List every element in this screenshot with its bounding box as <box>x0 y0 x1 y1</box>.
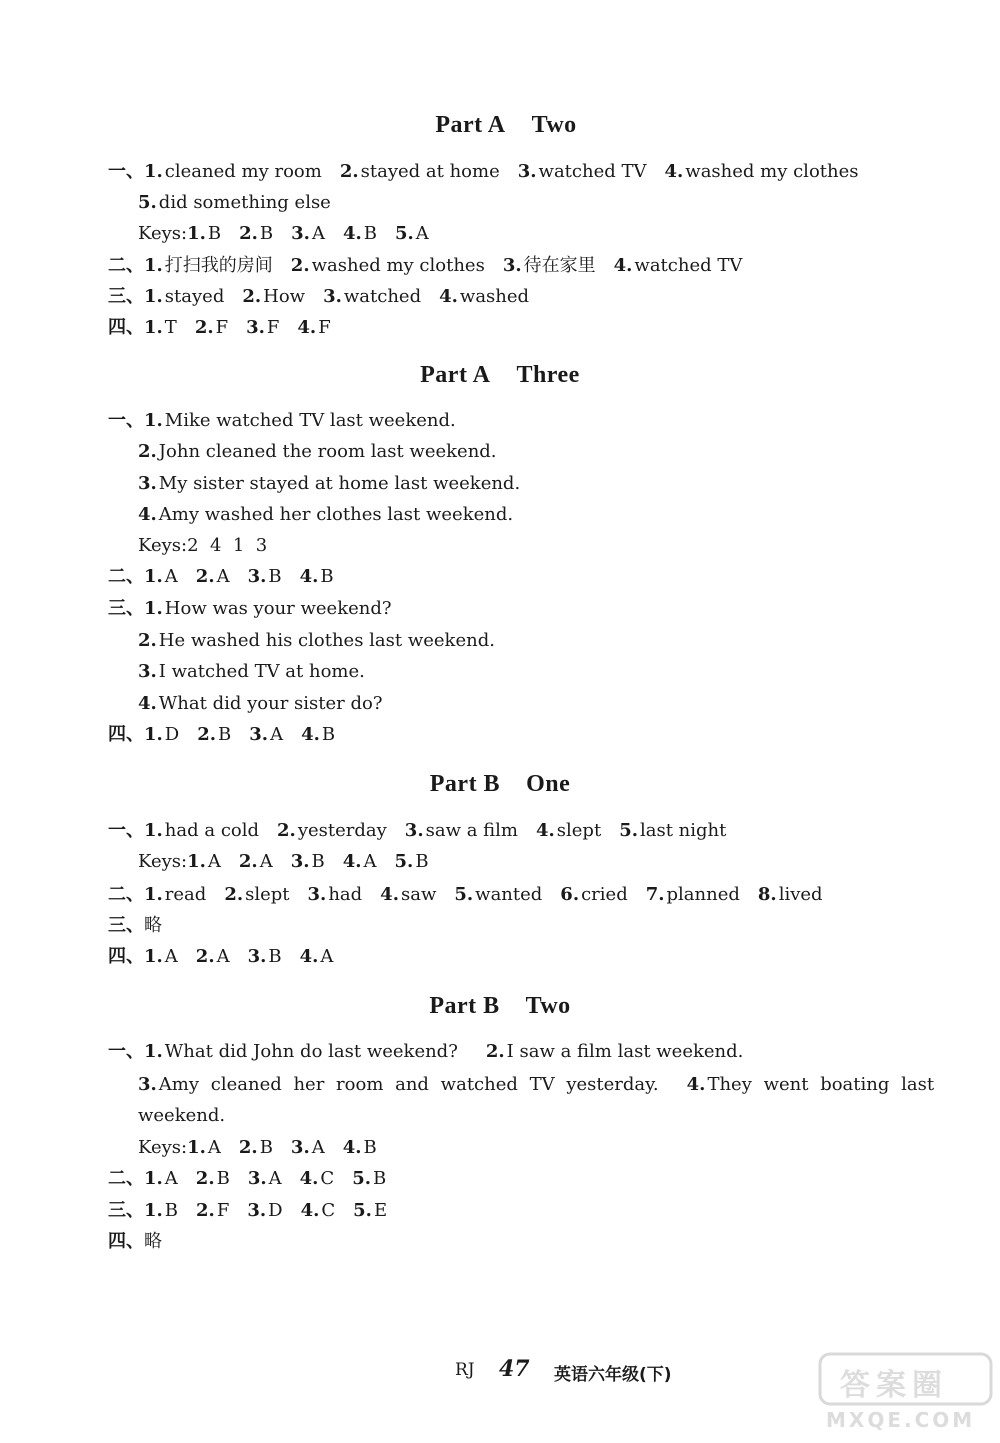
answer-text: C <box>320 1168 335 1189</box>
item-number: 3. <box>290 851 310 872</box>
line-lead-text: Keys: <box>138 851 188 872</box>
answer-text: had <box>328 884 363 905</box>
item-number: 1. <box>144 598 163 619</box>
section-part: Part A <box>420 362 491 388</box>
question-group-number: 一、 <box>108 161 144 182</box>
answer-text: A <box>259 851 273 872</box>
answer-text: My sister stayed at home last weekend. <box>158 473 521 494</box>
answer-line <box>138 695 382 713</box>
item-number: 4. <box>299 1168 319 1189</box>
item-number: 2. <box>197 724 217 745</box>
section-subtitle: Three <box>516 362 580 388</box>
answer-line <box>138 537 267 555</box>
item-number: 1. <box>187 851 206 872</box>
answer-text: B <box>311 851 325 872</box>
answer-text: A <box>270 724 284 745</box>
answer-line <box>108 917 162 935</box>
answer-line <box>138 443 497 461</box>
answer-line <box>108 1170 386 1188</box>
item-number: 3. <box>247 1168 267 1189</box>
answer-text: A <box>320 946 334 967</box>
answer-text: A <box>207 1137 221 1158</box>
answer-text: A <box>268 1168 282 1189</box>
line-lead-text: Keys: <box>138 1137 188 1158</box>
answer-line <box>108 600 392 618</box>
watermark-top-text: 答案圈 <box>840 1368 948 1403</box>
answer-text: A <box>415 223 429 244</box>
answer-text: washed my clothes <box>685 161 859 182</box>
item-number: 2. <box>239 223 258 244</box>
section-part: Part B <box>429 993 500 1019</box>
item-number: 3. <box>404 820 424 841</box>
answer-line <box>138 475 520 493</box>
item-number: 1. <box>144 946 163 967</box>
answer-line <box>108 948 333 966</box>
answer-text: Amy cleaned her room and watched TV yesterday. <box>158 1074 659 1095</box>
question-group-number: 一、 <box>108 410 144 431</box>
answer-text: B <box>164 1200 179 1221</box>
answer-text: C <box>321 1200 336 1221</box>
answer-text: 打扫我的房间 <box>164 255 273 276</box>
item-number: 1. <box>144 1200 163 1221</box>
item-number: 4. <box>342 1137 362 1158</box>
answer-line <box>138 632 495 650</box>
question-group-number: 四、 <box>108 946 144 967</box>
answer-line <box>138 194 331 212</box>
answer-text: slept <box>245 884 290 905</box>
answer-text: B <box>207 223 222 244</box>
item-number: 4. <box>613 255 633 276</box>
answer-text: slept <box>556 820 602 841</box>
item-number: 4. <box>299 566 319 587</box>
answer-line <box>138 1076 934 1094</box>
answer-text: A <box>164 946 178 967</box>
item-number: 2. <box>242 286 262 307</box>
answer-text: cried <box>581 884 628 905</box>
answer-line <box>108 726 335 744</box>
item-number: 4. <box>138 693 157 714</box>
answer-text: I watched TV at home. <box>158 661 365 682</box>
item-number: 2. <box>195 946 215 967</box>
answer-text: had a cold <box>164 820 260 841</box>
item-number: 4. <box>300 1200 320 1221</box>
item-number: 1. <box>144 724 163 745</box>
answer-text: B <box>259 1137 273 1158</box>
item-number: 1. <box>144 1041 163 1062</box>
answer-text: F <box>216 1200 230 1221</box>
item-number: 4. <box>301 724 320 745</box>
book-title: 英语六年级(下) <box>554 1365 672 1385</box>
answer-line <box>138 225 429 243</box>
answer-text: B <box>320 566 334 587</box>
answer-text: did something else <box>158 192 331 213</box>
answer-text: watched TV <box>634 255 743 276</box>
answer-text: 待在家里 <box>523 255 596 276</box>
question-group-number: 四、 <box>108 724 144 745</box>
section-heading <box>0 112 1000 139</box>
answer-line <box>108 1202 387 1220</box>
question-group-number: 三、 <box>108 286 144 307</box>
question-group-number: 二、 <box>108 566 144 587</box>
answer-text: F <box>318 317 331 338</box>
section-subtitle: One <box>526 771 571 797</box>
answer-text: B <box>321 724 336 745</box>
answer-text: washed my clothes <box>311 255 485 276</box>
answer-text: Amy washed her clothes last weekend. <box>158 504 514 525</box>
answer-text: watched <box>343 286 422 307</box>
line-lead-text: 略 <box>144 1231 162 1252</box>
answer-text: E <box>373 1200 388 1221</box>
answer-text: planned <box>666 884 740 905</box>
answer-text: B <box>218 724 232 745</box>
answer-line <box>108 412 456 430</box>
item-number: 3. <box>291 223 310 244</box>
question-group-number: 一、 <box>108 1041 144 1062</box>
answer-text: A <box>311 223 325 244</box>
answer-text: F <box>266 317 280 338</box>
item-number: 1. <box>144 566 163 587</box>
answer-text: He washed his clothes last weekend. <box>158 630 495 651</box>
item-number: 5. <box>454 884 474 905</box>
item-number: 2. <box>238 851 258 872</box>
item-number: 2. <box>238 1137 258 1158</box>
item-number: 2. <box>195 566 215 587</box>
item-number: 7. <box>645 884 665 905</box>
answer-text: wanted <box>475 884 543 905</box>
answer-text: saw <box>400 884 437 905</box>
item-number: 1. <box>144 410 163 431</box>
answer-text: John cleaned the room last weekend. <box>158 441 497 462</box>
answer-line <box>138 1107 225 1125</box>
answer-text: last night <box>639 820 727 841</box>
section-heading <box>0 993 1000 1020</box>
item-number: 4. <box>299 946 319 967</box>
item-number: 4. <box>342 851 362 872</box>
item-number: 4. <box>342 223 362 244</box>
item-number: 3. <box>502 255 522 276</box>
item-number: 5. <box>394 851 414 872</box>
answer-line <box>108 568 334 586</box>
answer-text: How was your weekend? <box>164 598 392 619</box>
section-heading <box>0 362 1000 389</box>
answer-text: yesterday <box>297 820 387 841</box>
item-number: 2. <box>224 884 244 905</box>
answer-text: washed <box>459 286 530 307</box>
answer-text: B <box>268 946 282 967</box>
item-number: 4. <box>138 504 157 525</box>
answer-line <box>108 822 726 840</box>
item-number: 1. <box>144 286 163 307</box>
item-number: 5. <box>353 1200 372 1221</box>
item-number: 3. <box>517 161 537 182</box>
answer-text: A <box>363 851 377 872</box>
answer-line <box>138 1139 377 1157</box>
question-group-number: 四、 <box>108 317 144 338</box>
item-number: 2. <box>194 317 214 338</box>
item-number: 8. <box>757 884 777 905</box>
edition-code: RJ <box>455 1360 475 1380</box>
answer-text: B <box>415 851 429 872</box>
question-group-number: 二、 <box>108 255 144 276</box>
item-number: 4. <box>439 286 458 307</box>
answer-text: Mike watched TV last weekend. <box>164 410 456 431</box>
question-group-number: 三、 <box>108 915 144 936</box>
answer-line <box>138 663 365 681</box>
answer-line <box>108 886 823 904</box>
question-group-number: 一、 <box>108 820 144 841</box>
answer-text: I saw a film last weekend. <box>506 1041 744 1062</box>
answer-line <box>108 257 742 275</box>
answer-text: cleaned my room <box>164 161 322 182</box>
item-number: 1. <box>187 1137 206 1158</box>
item-number: 3. <box>247 946 267 967</box>
item-number: 5. <box>619 820 638 841</box>
item-number: 3. <box>247 566 267 587</box>
item-number: 2. <box>138 630 157 651</box>
answer-text: D <box>268 1200 283 1221</box>
item-number: 3. <box>138 473 157 494</box>
answer-line <box>108 319 331 337</box>
answer-text: What did John do last weekend? <box>164 1041 458 1062</box>
item-number: 5. <box>394 223 414 244</box>
item-number: 4. <box>380 884 399 905</box>
item-number: 5. <box>352 1168 371 1189</box>
item-number: 4. <box>535 820 555 841</box>
watermark-bottom-text: MXQE.COM <box>826 1408 976 1432</box>
item-number: 4. <box>686 1074 706 1095</box>
item-number: 1. <box>187 223 206 244</box>
item-number: 1. <box>144 255 163 276</box>
item-number: 1. <box>144 820 163 841</box>
item-number: 3. <box>247 1200 267 1221</box>
page-number: 47 <box>499 1356 530 1382</box>
item-number: 2. <box>485 1041 505 1062</box>
item-number: 2. <box>196 1200 215 1221</box>
item-number: 5. <box>138 192 157 213</box>
question-group-number: 二、 <box>108 1168 144 1189</box>
answer-text: A <box>216 946 230 967</box>
answer-text: stayed <box>164 286 225 307</box>
watermark-logo <box>818 1350 993 1432</box>
answer-text: B <box>216 1168 230 1189</box>
item-number: 3. <box>290 1137 310 1158</box>
section-heading <box>0 771 1000 798</box>
item-number: 4. <box>664 161 684 182</box>
answer-text: How <box>263 286 306 307</box>
question-group-number: 二、 <box>108 884 144 905</box>
answer-text: B <box>373 1168 387 1189</box>
answer-line <box>108 288 529 306</box>
answer-line <box>138 506 513 524</box>
answer-text: read <box>164 884 207 905</box>
item-number: 1. <box>144 884 163 905</box>
answer-line <box>108 1043 743 1061</box>
item-number: 2. <box>138 441 157 462</box>
section-subtitle: Two <box>525 993 571 1019</box>
answer-line <box>138 853 429 871</box>
section-part: Part A <box>435 112 506 138</box>
item-number: 3. <box>138 1074 157 1095</box>
item-number: 2. <box>290 255 310 276</box>
answer-text: B <box>363 223 377 244</box>
item-number: 3. <box>307 884 327 905</box>
item-number: 3. <box>249 724 269 745</box>
item-number: 1. <box>144 161 163 182</box>
item-number: 1. <box>144 317 163 338</box>
answer-text: What did your sister do? <box>158 693 383 714</box>
answer-text: saw a film <box>425 820 518 841</box>
answer-text: A <box>164 566 178 587</box>
answer-text: lived <box>778 884 823 905</box>
section-part: Part B <box>429 771 501 797</box>
item-number: 2. <box>195 1168 215 1189</box>
answer-text: watched TV <box>538 161 647 182</box>
answer-text: A <box>207 851 221 872</box>
answer-text: A <box>311 1137 325 1158</box>
item-number: 4. <box>297 317 317 338</box>
question-group-number: 四、 <box>108 1231 144 1252</box>
line-lead-text: weekend. <box>138 1105 226 1126</box>
line-lead-text: Keys:2 4 1 3 <box>138 535 268 556</box>
answer-text: A <box>164 1168 178 1189</box>
item-number: 2. <box>339 161 359 182</box>
item-number: 3. <box>138 661 157 682</box>
item-number: 2. <box>277 820 296 841</box>
section-subtitle: Two <box>531 112 577 138</box>
answer-line <box>108 1233 162 1251</box>
question-group-number: 三、 <box>108 1200 144 1221</box>
answer-text: B <box>259 223 274 244</box>
question-group-number: 三、 <box>108 598 144 619</box>
answer-text: F <box>215 317 229 338</box>
answer-text: T <box>164 317 177 338</box>
answer-text: A <box>216 566 230 587</box>
answer-text: B <box>268 566 282 587</box>
answer-text: B <box>363 1137 377 1158</box>
answer-text: D <box>164 724 180 745</box>
answer-text: stayed at home <box>360 161 500 182</box>
item-number: 3. <box>323 286 342 307</box>
line-lead-text: 略 <box>144 915 162 936</box>
item-number: 3. <box>246 317 265 338</box>
answer-line <box>108 163 859 181</box>
item-number: 6. <box>560 884 580 905</box>
line-lead-text: Keys: <box>138 223 188 244</box>
answer-text: They went boating last <box>707 1074 935 1095</box>
item-number: 1. <box>144 1168 163 1189</box>
